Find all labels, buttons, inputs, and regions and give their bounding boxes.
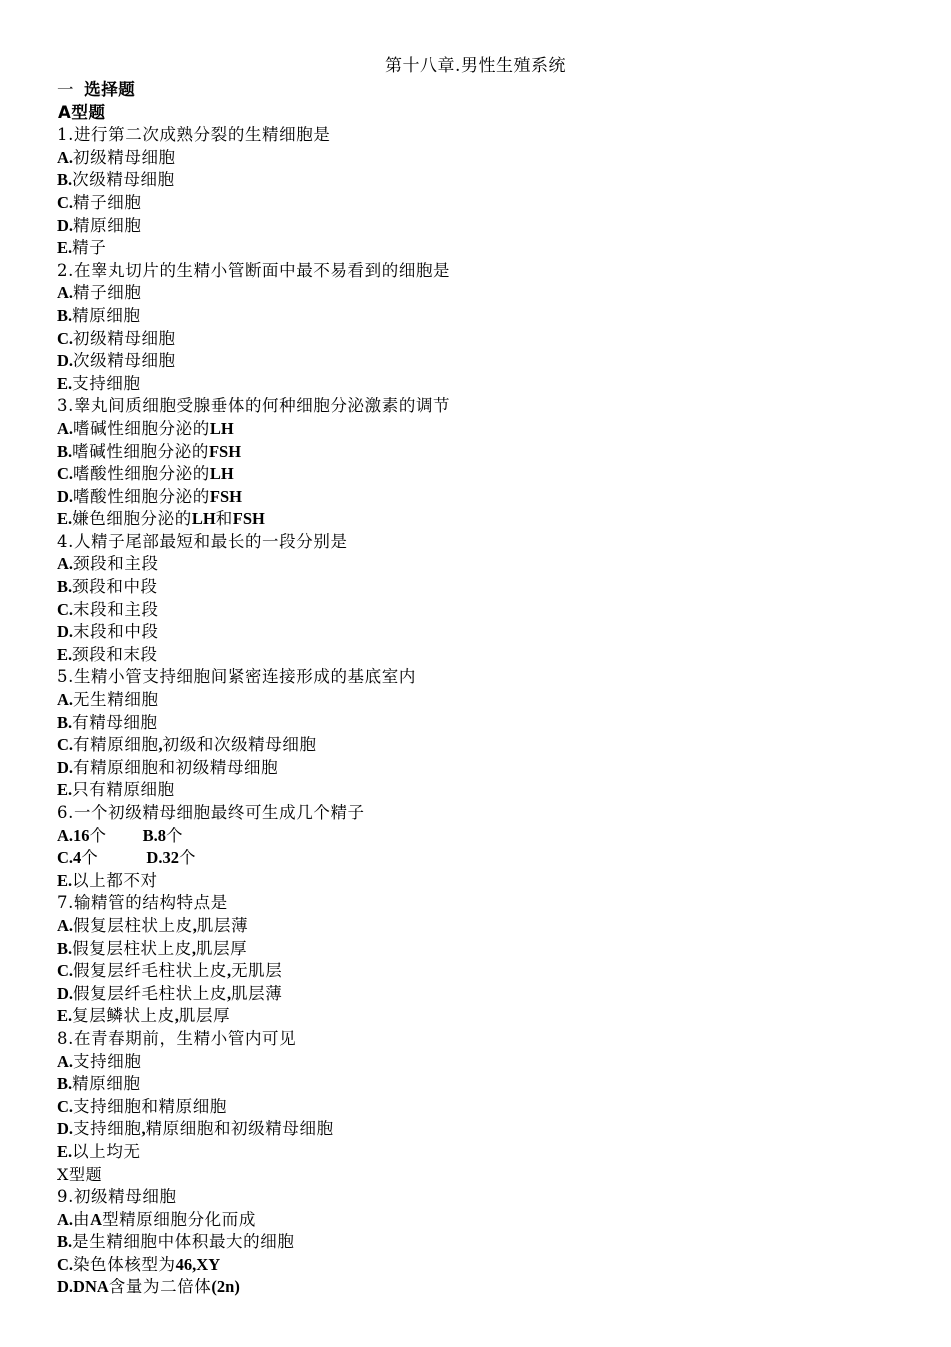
- question-5-option-c: C.有精原细胞,初级和次级精母细胞: [57, 735, 317, 755]
- question-6-option-e: E.以上都不对: [57, 870, 158, 890]
- question-8-option-e: E.以上均无: [57, 1141, 141, 1161]
- question-5-option-d: D.有精原细胞和初级精母细胞: [57, 757, 279, 777]
- question-4-option-a: A.颈段和主段: [57, 554, 159, 574]
- question-1-option-b: B.次级精母细胞: [57, 170, 175, 190]
- question-3-option-b: B.嗜碱性细胞分泌的FSH: [57, 441, 242, 461]
- question-6-options-ab: A.16个 B.8个: [57, 825, 184, 845]
- question-3-option-d: D.嗜酸性细胞分泌的FSH: [57, 486, 242, 506]
- section-heading: [57, 79, 917, 102]
- question-7-option-e: E.复层鳞状上皮,肌层厚: [57, 1006, 231, 1026]
- question-5-option-a: A.无生精细胞: [57, 690, 159, 710]
- question-5-option-e: E.只有精原细胞: [57, 780, 175, 800]
- question-7-option-c: C.假复层纤毛柱状上皮,无肌层: [57, 961, 283, 981]
- question-6-stem: 6.一个初级精母细胞最终可生成几个精子: [57, 803, 365, 822]
- question-4-option-e: E.颈段和末段: [57, 644, 158, 664]
- question-3-option-a: A.嗜碱性细胞分泌的LH: [57, 418, 234, 438]
- question-3-option-c: C.嗜酸性细胞分泌的LH: [57, 464, 234, 484]
- question-1-option-d: D.精原细胞: [57, 215, 142, 235]
- question-2-stem: 2.在睾丸切片的生精小管断面中最不易看到的细胞是: [57, 260, 451, 280]
- chapter-title: 第十八章.男性生殖系统: [385, 56, 566, 76]
- question-4-option-d: D.末段和中段: [57, 622, 159, 642]
- type-a-heading: A型题: [58, 102, 106, 122]
- question-5-stem: 5.生精小管支持细胞间紧密连接形成的基底室内: [57, 667, 416, 687]
- section-number: 一: [57, 80, 75, 99]
- question-1-option-e: E.精子: [57, 238, 107, 258]
- question-1-option-c: C.精子细胞: [57, 192, 142, 212]
- question-7-stem: 7.输精管的结构特点是: [57, 893, 228, 913]
- question-9-option-a: A.由A型精原细胞分化而成: [57, 1209, 256, 1229]
- question-9-option-b: B.是生精细胞中体积最大的细胞: [57, 1232, 295, 1252]
- question-2-option-e: E.支持细胞: [57, 373, 141, 393]
- question-7-option-b: B.假复层柱状上皮,肌层厚: [57, 938, 248, 958]
- question-8-option-d: D.支持细胞,精原细胞和初级精母细胞: [57, 1119, 334, 1139]
- question-2-option-a: A.精子细胞: [57, 283, 142, 303]
- question-5-option-b: B.有精母细胞: [57, 712, 158, 732]
- question-1-option-a: A.初级精母细胞: [57, 147, 176, 167]
- question-2-option-b: B.精原细胞: [57, 305, 141, 325]
- question-2-option-c: C.初级精母细胞: [57, 328, 176, 348]
- question-8-stem: 8.在青春期前，生精小管内可见: [57, 1028, 297, 1048]
- section-label: 选择题: [84, 80, 136, 99]
- question-3-option-e: E.嫌色细胞分泌的LH和FSH: [57, 509, 265, 529]
- question-8-option-b: B.精原细胞: [57, 1074, 141, 1094]
- question-4-option-c: C.末段和主段: [57, 599, 159, 619]
- question-6-options-cd: C.4个 D.32个: [57, 848, 197, 868]
- question-7-option-a: A.假复层柱状上皮,肌层薄: [57, 915, 249, 935]
- question-1-stem: 1.进行第二次成熟分裂的生精细胞是: [57, 125, 331, 145]
- question-8-option-a: A.支持细胞: [57, 1051, 142, 1071]
- question-content: [57, 79, 917, 1299]
- type-x-heading: X型题: [57, 1164, 103, 1184]
- question-9-option-d: D.DNA含量为二倍体(2n): [57, 1277, 240, 1297]
- question-9-stem: 9.初级精母细胞: [57, 1187, 177, 1207]
- question-7-option-d: D.假复层纤毛柱状上皮,肌层薄: [57, 983, 283, 1003]
- question-8-option-c: C.支持细胞和精原细胞: [57, 1096, 227, 1116]
- question-4-stem: 4.人精子尾部最短和最长的一段分别是: [57, 531, 348, 551]
- question-4-option-b: B.颈段和中段: [57, 577, 158, 597]
- question-2-option-d: D.次级精母细胞: [57, 351, 176, 371]
- question-3-stem: 3.睾丸间质细胞受腺垂体的何种细胞分泌激素的调节: [57, 396, 451, 416]
- question-9-option-c: C.染色体核型为46,XY: [57, 1254, 221, 1274]
